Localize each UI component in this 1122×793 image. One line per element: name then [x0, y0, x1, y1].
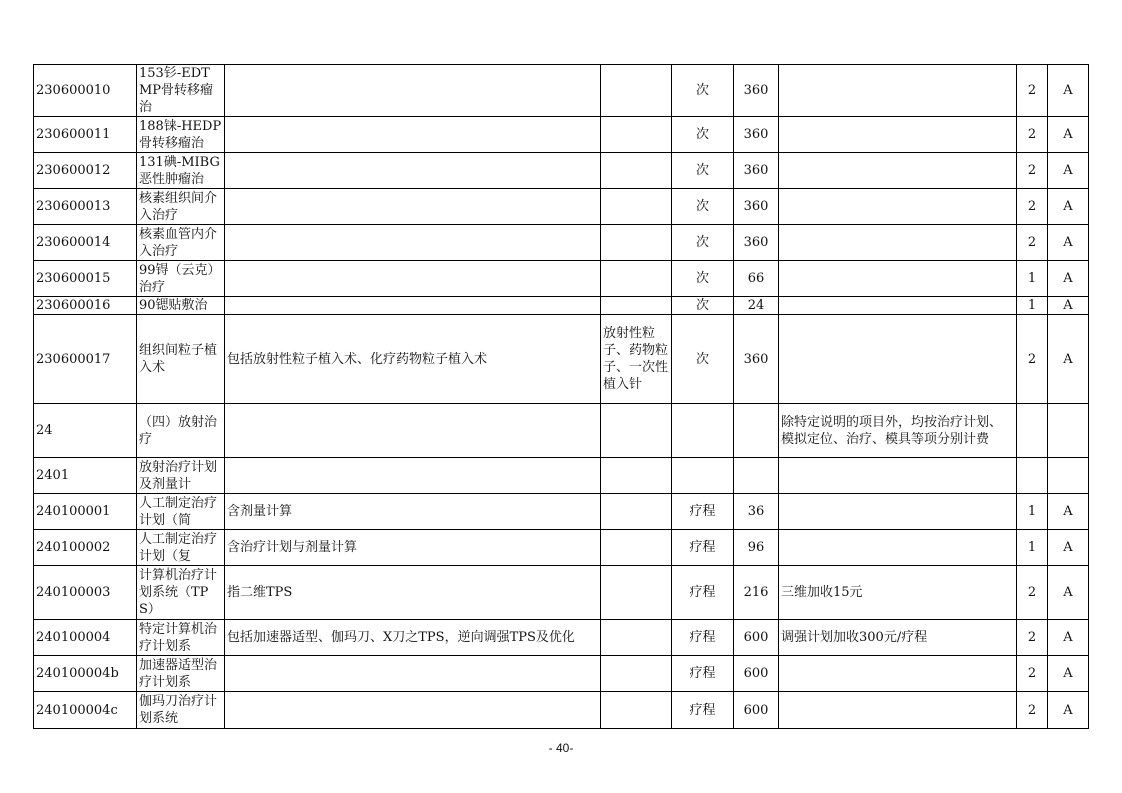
- item-level: 2: [1017, 620, 1048, 656]
- item-code: 24: [34, 404, 137, 458]
- table-row: [34, 315, 1089, 404]
- item-unit: 疗程: [672, 566, 734, 620]
- item-excluded: [601, 494, 672, 530]
- item-class: A: [1048, 117, 1089, 153]
- item-level: 2: [1017, 656, 1048, 692]
- item-code: 230600015: [34, 261, 137, 297]
- item-content: [225, 189, 601, 225]
- item-price: [734, 404, 779, 458]
- item-unit: 疗程: [672, 620, 734, 656]
- item-name: 伽玛刀治疗计划系统: [137, 692, 225, 729]
- item-excluded: [601, 153, 672, 189]
- item-code: 230600016: [34, 297, 137, 315]
- item-excluded: [601, 530, 672, 566]
- item-name: 90锶贴敷治: [137, 297, 225, 315]
- item-excluded: [601, 65, 672, 117]
- item-code: 230600011: [34, 117, 137, 153]
- item-level: 1: [1017, 494, 1048, 530]
- item-code: 2401: [34, 458, 137, 494]
- item-name: 加速器适型治疗计划系: [137, 656, 225, 692]
- item-code: 230600010: [34, 65, 137, 117]
- item-content: 含剂量计算: [225, 494, 601, 530]
- item-class: A: [1048, 656, 1089, 692]
- item-level: 1: [1017, 297, 1048, 315]
- item-class: [1048, 404, 1089, 458]
- item-level: 1: [1017, 261, 1048, 297]
- item-unit: 次: [672, 297, 734, 315]
- table-row: [34, 566, 1089, 620]
- item-excluded: [601, 297, 672, 315]
- item-unit: 次: [672, 117, 734, 153]
- item-name: 计算机治疗计划系统（TPS）: [137, 566, 225, 620]
- item-excluded: [601, 261, 672, 297]
- item-name: 188铼-HEDP骨转移瘤治: [137, 117, 225, 153]
- table-row: [34, 153, 1089, 189]
- item-note: [779, 117, 1017, 153]
- item-excluded: [601, 620, 672, 656]
- item-price: 360: [734, 153, 779, 189]
- item-note: [779, 225, 1017, 261]
- item-price: 600: [734, 692, 779, 729]
- item-price: 24: [734, 297, 779, 315]
- item-name: （四）放射治疗: [137, 404, 225, 458]
- item-note: 三维加收15元: [779, 566, 1017, 620]
- table-row: [34, 65, 1089, 117]
- item-name: 核素血管内介入治疗: [137, 225, 225, 261]
- table-row: [34, 117, 1089, 153]
- item-class: A: [1048, 494, 1089, 530]
- item-content: [225, 692, 601, 729]
- item-level: 2: [1017, 117, 1048, 153]
- item-code: 230600014: [34, 225, 137, 261]
- item-note: 调强计划加收300元/疗程: [779, 620, 1017, 656]
- table-row: [34, 494, 1089, 530]
- item-content: [225, 404, 601, 458]
- item-excluded: [601, 566, 672, 620]
- item-code: 240100001: [34, 494, 137, 530]
- item-unit: 疗程: [672, 656, 734, 692]
- item-content: [225, 153, 601, 189]
- item-unit: 次: [672, 315, 734, 404]
- item-content: [225, 261, 601, 297]
- item-code: 230600017: [34, 315, 137, 404]
- item-level: [1017, 404, 1048, 458]
- item-level: 1: [1017, 530, 1048, 566]
- item-price: 360: [734, 117, 779, 153]
- item-content: [225, 225, 601, 261]
- price-table: [33, 64, 1089, 729]
- item-excluded: [601, 117, 672, 153]
- item-note: [779, 189, 1017, 225]
- item-price: 36: [734, 494, 779, 530]
- item-note: [779, 153, 1017, 189]
- table-row: [34, 225, 1089, 261]
- item-note: [779, 297, 1017, 315]
- item-name: 放射治疗计划及剂量计: [137, 458, 225, 494]
- item-class: A: [1048, 65, 1089, 117]
- item-note: [779, 692, 1017, 729]
- item-code: 240100004: [34, 620, 137, 656]
- item-code: 230600012: [34, 153, 137, 189]
- item-note: [779, 458, 1017, 494]
- item-name: 核素组织间介入治疗: [137, 189, 225, 225]
- item-unit: 次: [672, 261, 734, 297]
- page-number: - 40-: [548, 741, 574, 755]
- table-row: [34, 620, 1089, 656]
- item-note: [779, 530, 1017, 566]
- item-name: 特定计算机治疗计划系: [137, 620, 225, 656]
- item-unit: 疗程: [672, 494, 734, 530]
- item-class: A: [1048, 530, 1089, 566]
- item-price: [734, 458, 779, 494]
- item-price: 600: [734, 656, 779, 692]
- item-level: 2: [1017, 65, 1048, 117]
- item-level: 2: [1017, 315, 1048, 404]
- item-code: 240100004b: [34, 656, 137, 692]
- item-unit: 疗程: [672, 530, 734, 566]
- item-level: 2: [1017, 692, 1048, 729]
- item-code: 240100003: [34, 566, 137, 620]
- item-name: 人工制定治疗计划（复: [137, 530, 225, 566]
- item-name: 组织间粒子植入术: [137, 315, 225, 404]
- item-price: 360: [734, 225, 779, 261]
- item-content: [225, 297, 601, 315]
- item-excluded: [601, 404, 672, 458]
- item-content: [225, 458, 601, 494]
- item-excluded: [601, 692, 672, 729]
- item-class: A: [1048, 153, 1089, 189]
- item-unit: 次: [672, 189, 734, 225]
- table-row: [34, 261, 1089, 297]
- item-excluded: [601, 458, 672, 494]
- item-class: A: [1048, 315, 1089, 404]
- item-level: 2: [1017, 566, 1048, 620]
- item-content: [225, 656, 601, 692]
- item-code: 240100004c: [34, 692, 137, 729]
- table-row: [34, 189, 1089, 225]
- item-name: 99锝（云克）治疗: [137, 261, 225, 297]
- item-class: A: [1048, 297, 1089, 315]
- item-level: 2: [1017, 225, 1048, 261]
- item-note: [779, 65, 1017, 117]
- item-level: 2: [1017, 153, 1048, 189]
- item-price: 66: [734, 261, 779, 297]
- item-unit: 疗程: [672, 692, 734, 729]
- table-row: [34, 692, 1089, 729]
- item-price: 96: [734, 530, 779, 566]
- item-level: 2: [1017, 189, 1048, 225]
- item-level: [1017, 458, 1048, 494]
- item-class: A: [1048, 189, 1089, 225]
- item-class: A: [1048, 692, 1089, 729]
- item-class: A: [1048, 261, 1089, 297]
- item-note: 除特定说明的项目外，均按治疗计划、模拟定位、治疗、模具等项分别计费: [779, 404, 1017, 458]
- item-note: [779, 494, 1017, 530]
- item-name: 131碘-MIBG恶性肿瘤治: [137, 153, 225, 189]
- item-excluded: [601, 189, 672, 225]
- item-note: [779, 656, 1017, 692]
- item-excluded: [601, 225, 672, 261]
- item-class: A: [1048, 620, 1089, 656]
- item-note: [779, 261, 1017, 297]
- item-price: 360: [734, 315, 779, 404]
- table-row: [34, 656, 1089, 692]
- item-price: 600: [734, 620, 779, 656]
- item-content: 包括放射性粒子植入术、化疗药物粒子植入术: [225, 315, 601, 404]
- item-unit: [672, 404, 734, 458]
- item-content: 指二维TPS: [225, 566, 601, 620]
- table-row: [34, 458, 1089, 494]
- item-unit: 次: [672, 153, 734, 189]
- item-price: 216: [734, 566, 779, 620]
- item-price: 360: [734, 65, 779, 117]
- item-content: [225, 65, 601, 117]
- item-excluded: [601, 656, 672, 692]
- item-class: [1048, 458, 1089, 494]
- item-content: 包括加速器适型、伽玛刀、X刀之TPS，逆向调强TPS及优化: [225, 620, 601, 656]
- item-unit: 次: [672, 65, 734, 117]
- item-code: 230600013: [34, 189, 137, 225]
- item-excluded: 放射性粒子、药物粒子、一次性植入针: [601, 315, 672, 404]
- table-row: [34, 530, 1089, 566]
- item-content: 含治疗计划与剂量计算: [225, 530, 601, 566]
- item-name: 人工制定治疗计划（简: [137, 494, 225, 530]
- item-code: 240100002: [34, 530, 137, 566]
- item-price: 360: [734, 189, 779, 225]
- item-note: [779, 315, 1017, 404]
- item-content: [225, 117, 601, 153]
- table-row: [34, 404, 1089, 458]
- item-name: 153钐-EDTMP骨转移瘤治: [137, 65, 225, 117]
- item-class: A: [1048, 566, 1089, 620]
- item-unit: 次: [672, 225, 734, 261]
- table-row: [34, 297, 1089, 315]
- item-unit: [672, 458, 734, 494]
- item-class: A: [1048, 225, 1089, 261]
